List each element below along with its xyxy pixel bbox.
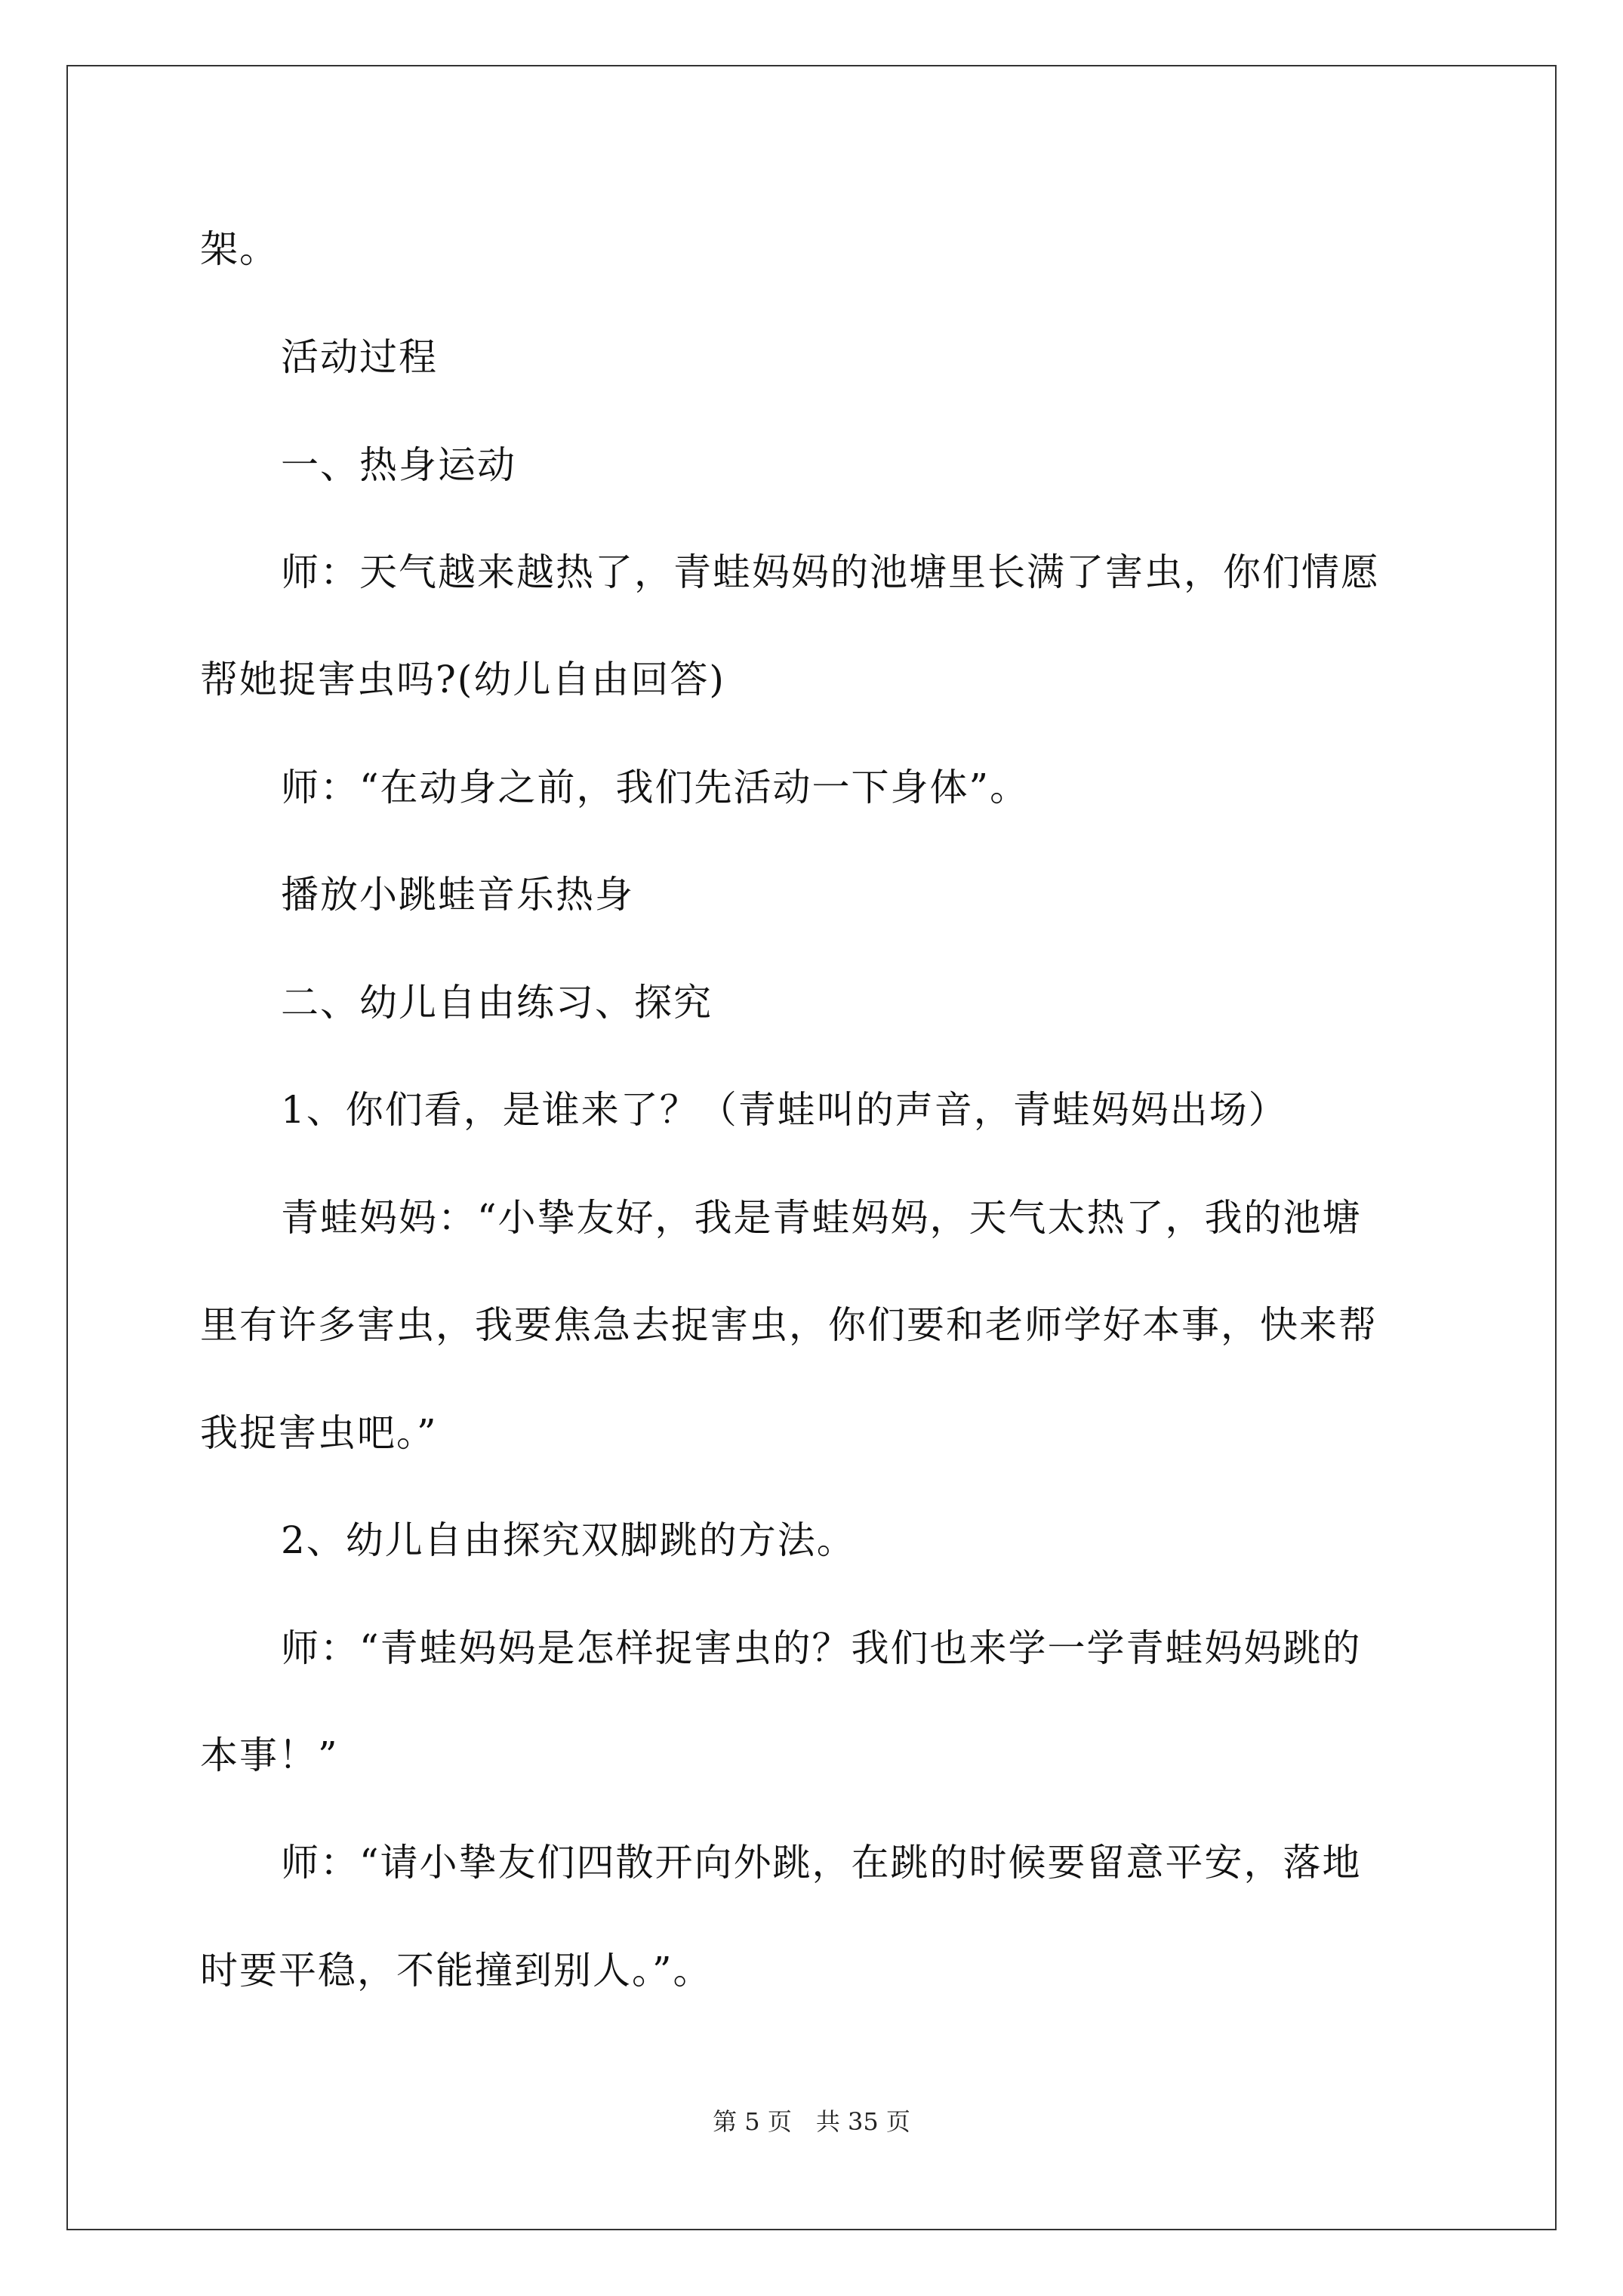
page-number: 第 5 页 共 35 页 bbox=[713, 2107, 910, 2136]
text-line: 2、幼儿自由探究双脚跳的方法。 bbox=[281, 1518, 856, 1562]
text-line: 一、热身运动 bbox=[281, 443, 516, 487]
text-line: 我捉害虫吧。” bbox=[200, 1411, 438, 1455]
text-line: 里有许多害虫，我要焦急去捉害虫，你们要和老师学好本事，快来帮 bbox=[200, 1303, 1378, 1347]
text-line: 师：天气越来越热了，青蛙妈妈的池塘里长满了害虫，你们情愿 bbox=[281, 550, 1380, 594]
text-line: 本事！” bbox=[200, 1734, 339, 1777]
text-line: 架。 bbox=[200, 227, 279, 271]
text-line: 帮她捉害虫吗?(幼儿自由回答) bbox=[200, 658, 725, 701]
text-line: 二、幼儿自由练习、探究 bbox=[281, 981, 713, 1025]
text-line: 1、你们看，是谁来了？（青蛙叫的声音，青蛙妈妈出场） bbox=[281, 1088, 1288, 1132]
page-border bbox=[66, 65, 1557, 2230]
text-line: 播放小跳蛙音乐热身 bbox=[281, 873, 634, 917]
text-line: 青蛙妈妈：“小挚友好，我是青蛙妈妈，天气太热了，我的池塘 bbox=[281, 1196, 1362, 1240]
text-line: 师：“在动身之前，我们先活动一下身体”。 bbox=[281, 766, 1030, 809]
text-line: 活动过程 bbox=[281, 335, 438, 379]
text-line: 时要平稳，不能撞到别人。”。 bbox=[200, 1949, 713, 1992]
text-line: 师：“青蛙妈妈是怎样捉害虫的？我们也来学一学青蛙妈妈跳的 bbox=[281, 1626, 1362, 1670]
text-line: 师：“请小挚友们四散开向外跳，在跳的时候要留意平安，落地 bbox=[281, 1841, 1362, 1885]
